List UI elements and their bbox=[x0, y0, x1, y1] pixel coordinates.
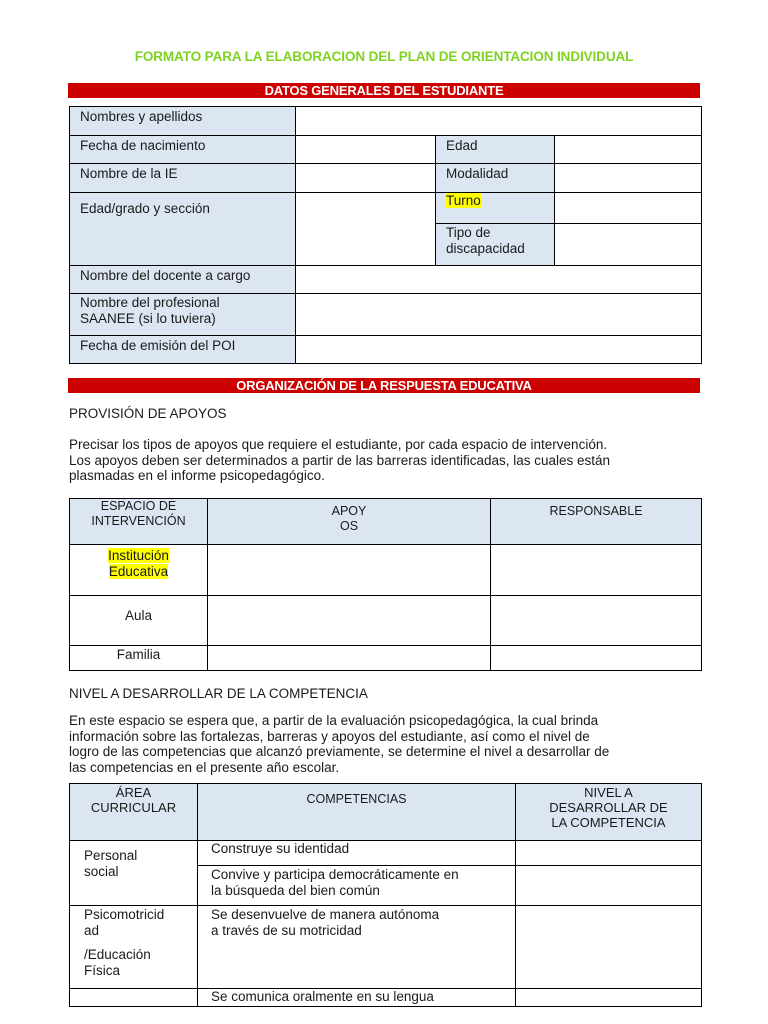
field-profesional[interactable] bbox=[296, 294, 702, 336]
competencia-motricidad-2: a través de su motricidad bbox=[211, 923, 362, 938]
field-nivel-convive[interactable] bbox=[516, 866, 702, 906]
header-responsable: RESPONSABLE bbox=[491, 499, 702, 545]
field-apoyos-familia[interactable] bbox=[208, 646, 491, 671]
header-competencias: COMPETENCIAS bbox=[198, 784, 516, 841]
label-modalidad: Modalidad bbox=[436, 164, 555, 193]
header-nivel bbox=[516, 784, 702, 841]
provision-title: PROVISIÓN DE APOYOS bbox=[69, 406, 227, 421]
area-personal-social bbox=[70, 841, 198, 906]
header-espacio bbox=[70, 499, 208, 545]
field-edad-grado[interactable] bbox=[296, 193, 436, 266]
label-profesional bbox=[70, 294, 296, 336]
label-fecha-emision: Fecha de emisión del POI bbox=[70, 336, 296, 364]
header-apoyos-1: APOY bbox=[331, 504, 367, 518]
area-psicomotricidad-2: ad bbox=[84, 923, 100, 938]
nivel-line: logro de las competencias que alcanzó previamente, se determine el nivel a desarrollar de bbox=[69, 744, 610, 759]
header-area-2: CURRICULAR bbox=[90, 800, 177, 815]
area-psicomotricidad-3: /Educación bbox=[84, 947, 151, 962]
label-docente: Nombre del docente a cargo bbox=[70, 266, 296, 294]
competencia-motricidad-1: Se desenvuelve de manera autónoma bbox=[211, 907, 440, 922]
label-profesional-2: SAANEE (si lo tuviera) bbox=[80, 311, 216, 326]
nivel-line: las competencias en el presente año escolar. bbox=[69, 759, 340, 775]
field-nombre-ie[interactable] bbox=[296, 164, 436, 193]
header-nivel-2: DESARROLLAR DE bbox=[549, 800, 668, 815]
area-psicomotricidad-4: Física bbox=[84, 963, 121, 978]
header-espacio-2: INTERVENCIÓN bbox=[91, 514, 186, 528]
competencias-table bbox=[69, 783, 702, 1007]
row-institucion-2: Educativa bbox=[108, 564, 169, 579]
label-edad-grado: Edad/grado y sección bbox=[70, 193, 296, 266]
field-edad[interactable] bbox=[555, 136, 702, 164]
area-personal-social-1: Personal bbox=[84, 848, 138, 863]
field-nivel-oral[interactable] bbox=[516, 989, 702, 1007]
field-responsable-institucion[interactable] bbox=[491, 545, 702, 596]
nivel-paragraph bbox=[69, 713, 701, 775]
field-nombres[interactable] bbox=[296, 107, 702, 136]
field-nivel-motricidad[interactable] bbox=[516, 906, 702, 989]
label-tipo-discapacidad bbox=[436, 224, 555, 266]
label-turno-cell bbox=[436, 193, 555, 224]
row-familia-label: Familia bbox=[70, 646, 208, 671]
field-modalidad[interactable] bbox=[555, 164, 702, 193]
area-personal-social-2: social bbox=[84, 864, 119, 879]
header-area bbox=[70, 784, 198, 841]
provision-paragraph bbox=[69, 437, 701, 484]
field-turno[interactable] bbox=[555, 193, 702, 224]
label-profesional-1: Nombre del profesional bbox=[80, 295, 220, 310]
header-nivel-3: LA COMPETENCIA bbox=[551, 815, 666, 830]
provision-line: plasmadas en el informe psicopedagógico. bbox=[69, 468, 325, 483]
header-area-1: ÁREA bbox=[115, 785, 152, 800]
competencia-motricidad bbox=[198, 906, 516, 989]
competencia-convive-1: Convive y participa democráticamente en bbox=[211, 867, 459, 882]
row-institucion-label bbox=[70, 545, 208, 596]
label-nombres: Nombres y apellidos bbox=[70, 107, 296, 136]
nivel-line: En este espacio se espera que, a partir de la evaluación psicopedagógica, la cual brinda bbox=[69, 713, 599, 728]
section-bar-datos-generales: DATOS GENERALES DEL ESTUDIANTE bbox=[68, 83, 700, 98]
area-psicomotricidad bbox=[70, 906, 198, 989]
competencia-convive bbox=[198, 866, 516, 906]
datos-generales-table bbox=[69, 106, 702, 364]
section-bar-organizacion: ORGANIZACIÓN DE LA RESPUESTA EDUCATIVA bbox=[68, 378, 700, 393]
row-aula-label: Aula bbox=[70, 596, 208, 646]
field-fecha-emision[interactable] bbox=[296, 336, 702, 364]
field-fecha-nacimiento[interactable] bbox=[296, 136, 436, 164]
header-nivel-1: NIVEL A bbox=[584, 785, 633, 800]
nivel-title: NIVEL A DESARROLLAR DE LA COMPETENCIA bbox=[69, 686, 368, 701]
competencia-convive-2: la búsqueda del bien común bbox=[211, 883, 380, 898]
field-apoyos-aula[interactable] bbox=[208, 596, 491, 646]
row-institucion-1: Institución bbox=[108, 548, 169, 563]
area-psicomotricidad-1: Psicomotricid bbox=[84, 907, 165, 922]
competencia-identidad: Construye su identidad bbox=[198, 841, 516, 866]
document-title: FORMATO PARA LA ELABORACION DEL PLAN DE ORIENTACION INDIVIDUAL bbox=[134, 49, 634, 64]
field-apoyos-institucion[interactable] bbox=[208, 545, 491, 596]
label-turno: Turno bbox=[446, 193, 481, 208]
header-apoyos-2: OS bbox=[339, 519, 359, 533]
nivel-line: información sobre las fortalezas, barreras y apoyos del estudiante, así como el nivel de bbox=[69, 728, 590, 744]
header-espacio-1: ESPACIO DE bbox=[100, 499, 177, 513]
provision-line: Los apoyos deben ser determinados a partir de las barreras identificadas, las cuales están bbox=[69, 452, 611, 468]
field-responsable-familia[interactable] bbox=[491, 646, 702, 671]
field-nivel-identidad[interactable] bbox=[516, 841, 702, 866]
label-nombre-ie: Nombre de la IE bbox=[70, 164, 296, 193]
field-tipo-discapacidad[interactable] bbox=[555, 224, 702, 266]
area-comunicacion bbox=[70, 989, 198, 1007]
field-responsable-aula[interactable] bbox=[491, 596, 702, 646]
apoyos-table bbox=[69, 498, 702, 671]
provision-line: Precisar los tipos de apoyos que requiere el estudiante, por cada espacio de intervención. bbox=[69, 437, 608, 452]
label-tipo-discapacidad-2: discapacidad bbox=[446, 241, 525, 256]
header-apoyos bbox=[208, 499, 491, 545]
field-docente[interactable] bbox=[296, 266, 702, 294]
label-edad: Edad bbox=[436, 136, 555, 164]
label-fecha-nacimiento: Fecha de nacimiento bbox=[70, 136, 296, 164]
competencia-oral: Se comunica oralmente en su lengua bbox=[198, 989, 516, 1007]
label-tipo-discapacidad-1: Tipo de bbox=[446, 225, 491, 240]
